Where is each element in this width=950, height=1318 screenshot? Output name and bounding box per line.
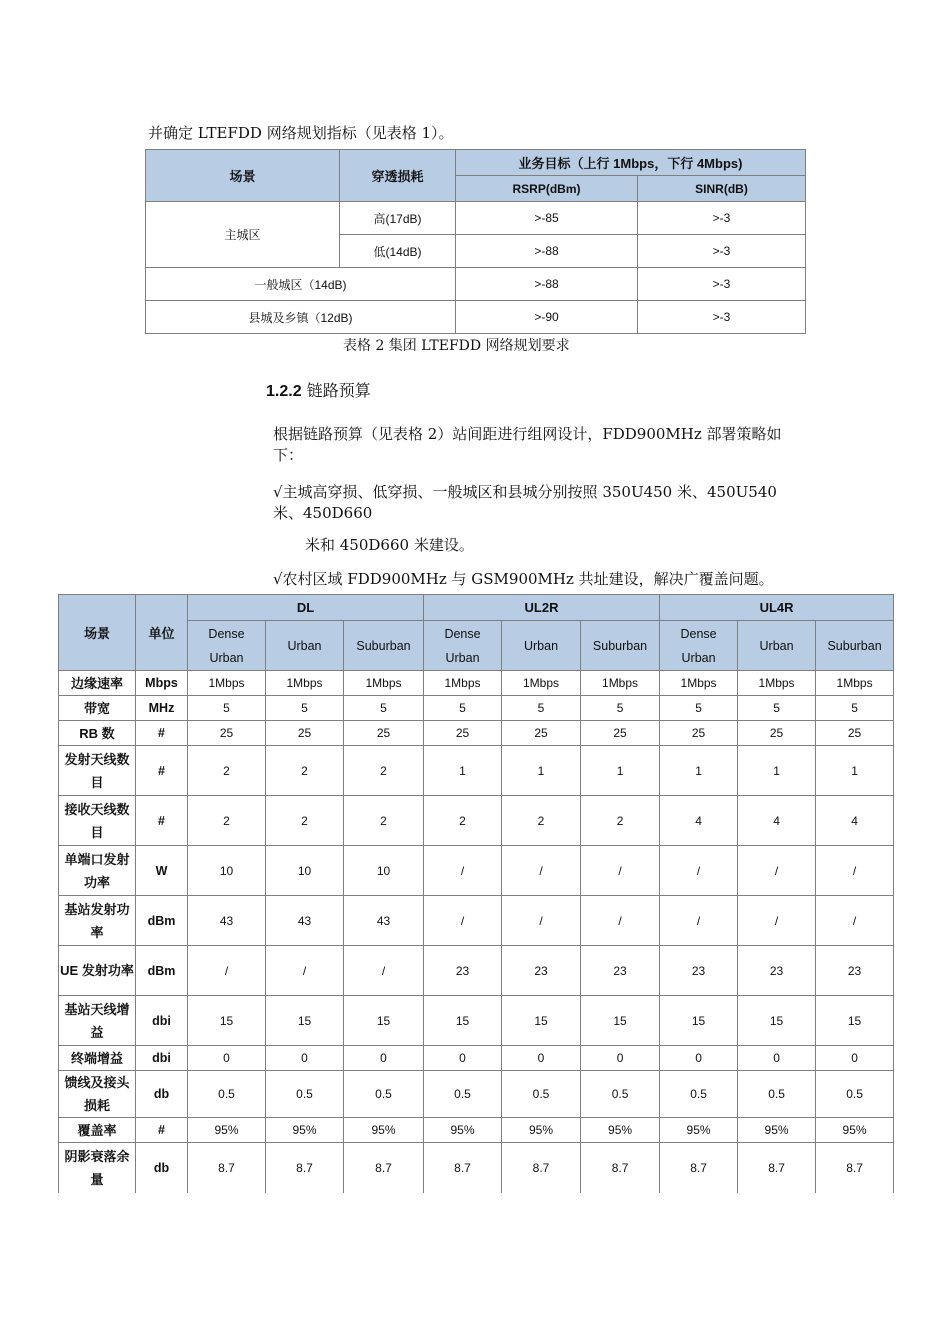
table-row: [59, 671, 894, 696]
value-cell: 2: [188, 796, 266, 846]
table-row: [59, 696, 894, 721]
value-cell: 2: [344, 746, 424, 796]
value-cell: /: [502, 896, 581, 946]
value-cell: 1: [424, 746, 502, 796]
value-cell: 2: [344, 796, 424, 846]
value-cell: 1Mbps: [660, 671, 738, 696]
value-cell: 1Mbps: [816, 671, 894, 696]
value-cell: 0: [660, 1046, 738, 1071]
value-cell: 23: [581, 946, 660, 996]
value-cell: 8.7: [424, 1143, 502, 1193]
table-caption: 表格 2 集团 LTEFDD 网络规划要求: [343, 338, 570, 354]
cell-rsrp: >-88: [456, 268, 638, 301]
header-subcategory: Urban: [738, 621, 816, 671]
cell-scene: 县城及乡镇（12dB): [146, 301, 456, 334]
value-cell: 1: [738, 746, 816, 796]
value-cell: 43: [188, 896, 266, 946]
value-cell: 95%: [188, 1118, 266, 1143]
row-unit: dBm: [136, 896, 188, 946]
header-sinr: SINR(dB): [638, 176, 806, 202]
value-cell: /: [188, 946, 266, 996]
value-cell: 10: [344, 846, 424, 896]
header-group: UL4R: [660, 595, 894, 621]
value-cell: 0.5: [738, 1071, 816, 1118]
header-subcategory: Suburban: [344, 621, 424, 671]
value-cell: 1Mbps: [581, 671, 660, 696]
value-cell: 1: [581, 746, 660, 796]
value-cell: 15: [502, 996, 581, 1046]
row-unit: dbi: [136, 1046, 188, 1071]
value-cell: 8.7: [581, 1143, 660, 1193]
value-cell: 1: [502, 746, 581, 796]
header-group: UL2R: [424, 595, 660, 621]
row-unit: #: [136, 1118, 188, 1143]
table-row: [59, 1071, 894, 1118]
value-cell: 25: [266, 721, 344, 746]
value-cell: 2: [581, 796, 660, 846]
value-cell: 15: [424, 996, 502, 1046]
value-cell: 5: [188, 696, 266, 721]
cell-sinr: >-3: [638, 202, 806, 235]
value-cell: 15: [738, 996, 816, 1046]
value-cell: 95%: [581, 1118, 660, 1143]
row-unit: dbi: [136, 996, 188, 1046]
section-number: 1.2.2: [266, 383, 302, 400]
header-unit: 单位: [136, 595, 188, 671]
paragraph: √主城高穿损、低穿损、一般城区和县城分别按照 350U450 米、450U540 米、450D660: [273, 483, 777, 522]
value-cell: 43: [344, 896, 424, 946]
value-cell: /: [424, 896, 502, 946]
value-cell: 10: [266, 846, 344, 896]
value-cell: 15: [266, 996, 344, 1046]
value-cell: 4: [660, 796, 738, 846]
row-unit: db: [136, 1143, 188, 1193]
value-cell: 0.5: [660, 1071, 738, 1118]
table-row: [59, 1046, 894, 1071]
header-subcategory: Suburban: [581, 621, 660, 671]
row-label: 边缘速率: [59, 671, 136, 696]
value-cell: 0: [188, 1046, 266, 1071]
value-cell: 0: [738, 1046, 816, 1071]
table-row: [59, 896, 894, 946]
value-cell: 25: [816, 721, 894, 746]
row-unit: #: [136, 796, 188, 846]
header-service-target: 业务目标（上行 1Mbps，下行 4Mbps): [456, 150, 806, 176]
header-scene: 场景: [146, 150, 340, 202]
value-cell: 8.7: [816, 1143, 894, 1193]
header-subcategory: Suburban: [816, 621, 894, 671]
value-cell: 95%: [660, 1118, 738, 1143]
table-row: [146, 301, 806, 334]
value-cell: 25: [188, 721, 266, 746]
section-heading: [266, 378, 371, 401]
value-cell: 95%: [738, 1118, 816, 1143]
value-cell: 1: [660, 746, 738, 796]
value-cell: 25: [424, 721, 502, 746]
value-cell: /: [266, 946, 344, 996]
value-cell: 0.5: [581, 1071, 660, 1118]
value-cell: 8.7: [344, 1143, 424, 1193]
intro-text: 并确定 LTEFDD 网络规划指标（见表格 1）。: [148, 124, 454, 142]
value-cell: 95%: [266, 1118, 344, 1143]
value-cell: /: [738, 846, 816, 896]
value-cell: 4: [816, 796, 894, 846]
value-cell: /: [816, 846, 894, 896]
value-cell: /: [816, 896, 894, 946]
header-subcategory: Urban: [502, 621, 581, 671]
row-label: 发射天线数目: [59, 746, 136, 796]
row-unit: db: [136, 1071, 188, 1118]
cell-scene: 一般城区（14dB): [146, 268, 456, 301]
header-subcategory: Dense Urban: [660, 621, 738, 671]
value-cell: 15: [344, 996, 424, 1046]
value-cell: 5: [266, 696, 344, 721]
cell-scene: 主城区: [146, 202, 340, 268]
value-cell: 5: [816, 696, 894, 721]
value-cell: 8.7: [266, 1143, 344, 1193]
value-cell: /: [581, 846, 660, 896]
value-cell: 0.5: [502, 1071, 581, 1118]
paragraph: √农村区域 FDD900MHz 与 GSM900MHz 共址建设，解决广覆盖问题。: [273, 570, 774, 588]
cell-rsrp: >-90: [456, 301, 638, 334]
value-cell: 0.5: [816, 1071, 894, 1118]
paragraph: 根据链路预算（见表格 2）站间距进行组网设计，FDD900MHz 部署策略如下：: [273, 425, 782, 464]
paragraph: 米和 450D660 米建设。: [305, 536, 474, 554]
value-cell: 0: [581, 1046, 660, 1071]
value-cell: 23: [502, 946, 581, 996]
value-cell: 0: [344, 1046, 424, 1071]
value-cell: /: [344, 946, 424, 996]
value-cell: 8.7: [738, 1143, 816, 1193]
header-subcategory: Urban: [266, 621, 344, 671]
value-cell: 2: [266, 746, 344, 796]
cell-sinr: >-3: [638, 301, 806, 334]
planning-targets-table: [145, 149, 806, 334]
value-cell: 1: [816, 746, 894, 796]
value-cell: 25: [738, 721, 816, 746]
value-cell: 2: [502, 796, 581, 846]
value-cell: 25: [344, 721, 424, 746]
value-cell: 15: [660, 996, 738, 1046]
table-row: [59, 796, 894, 846]
value-cell: 1Mbps: [188, 671, 266, 696]
value-cell: 2: [424, 796, 502, 846]
value-cell: /: [660, 896, 738, 946]
value-cell: 15: [581, 996, 660, 1046]
row-label: UE 发射功率: [59, 946, 136, 996]
header-group: DL: [188, 595, 424, 621]
value-cell: 0.5: [188, 1071, 266, 1118]
header-rsrp: RSRP(dBm): [456, 176, 638, 202]
row-unit: #: [136, 721, 188, 746]
value-cell: 23: [738, 946, 816, 996]
row-unit: W: [136, 846, 188, 896]
table-row: [146, 268, 806, 301]
value-cell: 8.7: [188, 1143, 266, 1193]
value-cell: 8.7: [660, 1143, 738, 1193]
value-cell: 0: [266, 1046, 344, 1071]
value-cell: /: [424, 846, 502, 896]
value-cell: 95%: [502, 1118, 581, 1143]
cell-sinr: >-3: [638, 268, 806, 301]
cell-sinr: >-3: [638, 235, 806, 268]
value-cell: 5: [738, 696, 816, 721]
row-label: 基站发射功率: [59, 896, 136, 946]
value-cell: 15: [816, 996, 894, 1046]
row-unit: #: [136, 746, 188, 796]
table-row: [146, 202, 806, 235]
value-cell: 23: [660, 946, 738, 996]
row-unit: MHz: [136, 696, 188, 721]
row-label: 带宽: [59, 696, 136, 721]
header-penetration-loss: 穿透损耗: [340, 150, 456, 202]
value-cell: 1Mbps: [738, 671, 816, 696]
row-label: 阴影衰落余量: [59, 1143, 136, 1193]
value-cell: 1Mbps: [344, 671, 424, 696]
row-label: 接收天线数目: [59, 796, 136, 846]
value-cell: 0.5: [344, 1071, 424, 1118]
value-cell: 0.5: [424, 1071, 502, 1118]
table-row: [59, 846, 894, 896]
value-cell: 25: [502, 721, 581, 746]
row-label: 馈线及接头损耗: [59, 1071, 136, 1118]
value-cell: /: [581, 896, 660, 946]
value-cell: 5: [502, 696, 581, 721]
cell-loss: 高(17dB): [340, 202, 456, 235]
value-cell: 95%: [424, 1118, 502, 1143]
row-label: 基站天线增益: [59, 996, 136, 1046]
row-label: 终端增益: [59, 1046, 136, 1071]
value-cell: 25: [581, 721, 660, 746]
value-cell: 1Mbps: [266, 671, 344, 696]
value-cell: 95%: [816, 1118, 894, 1143]
link-budget-table: [58, 594, 894, 1193]
value-cell: /: [660, 846, 738, 896]
value-cell: 0: [816, 1046, 894, 1071]
section-title: 链路预算: [306, 381, 371, 400]
value-cell: /: [738, 896, 816, 946]
value-cell: 15: [188, 996, 266, 1046]
value-cell: 5: [344, 696, 424, 721]
header-scene: 场景: [59, 595, 136, 671]
cell-loss: 低(14dB): [340, 235, 456, 268]
row-label: 单端口发射功率: [59, 846, 136, 896]
table-row: [59, 721, 894, 746]
table-row: [59, 996, 894, 1046]
value-cell: 43: [266, 896, 344, 946]
table-row: [59, 746, 894, 796]
table-row: [59, 946, 894, 996]
value-cell: 5: [660, 696, 738, 721]
value-cell: /: [502, 846, 581, 896]
value-cell: 0: [502, 1046, 581, 1071]
row-unit: Mbps: [136, 671, 188, 696]
value-cell: 25: [660, 721, 738, 746]
row-unit: dBm: [136, 946, 188, 996]
cell-rsrp: >-88: [456, 235, 638, 268]
value-cell: 1Mbps: [424, 671, 502, 696]
value-cell: 5: [424, 696, 502, 721]
value-cell: 0: [424, 1046, 502, 1071]
row-label: RB 数: [59, 721, 136, 746]
value-cell: 10: [188, 846, 266, 896]
value-cell: 0.5: [266, 1071, 344, 1118]
value-cell: 1Mbps: [502, 671, 581, 696]
table-row: [59, 1118, 894, 1143]
value-cell: 5: [581, 696, 660, 721]
row-label: 覆盖率: [59, 1118, 136, 1143]
value-cell: 2: [188, 746, 266, 796]
table-row: [59, 1143, 894, 1193]
value-cell: 2: [266, 796, 344, 846]
header-subcategory: Dense Urban: [424, 621, 502, 671]
value-cell: 8.7: [502, 1143, 581, 1193]
header-subcategory: Dense Urban: [188, 621, 266, 671]
value-cell: 23: [816, 946, 894, 996]
value-cell: 4: [738, 796, 816, 846]
value-cell: 95%: [344, 1118, 424, 1143]
cell-rsrp: >-85: [456, 202, 638, 235]
value-cell: 23: [424, 946, 502, 996]
